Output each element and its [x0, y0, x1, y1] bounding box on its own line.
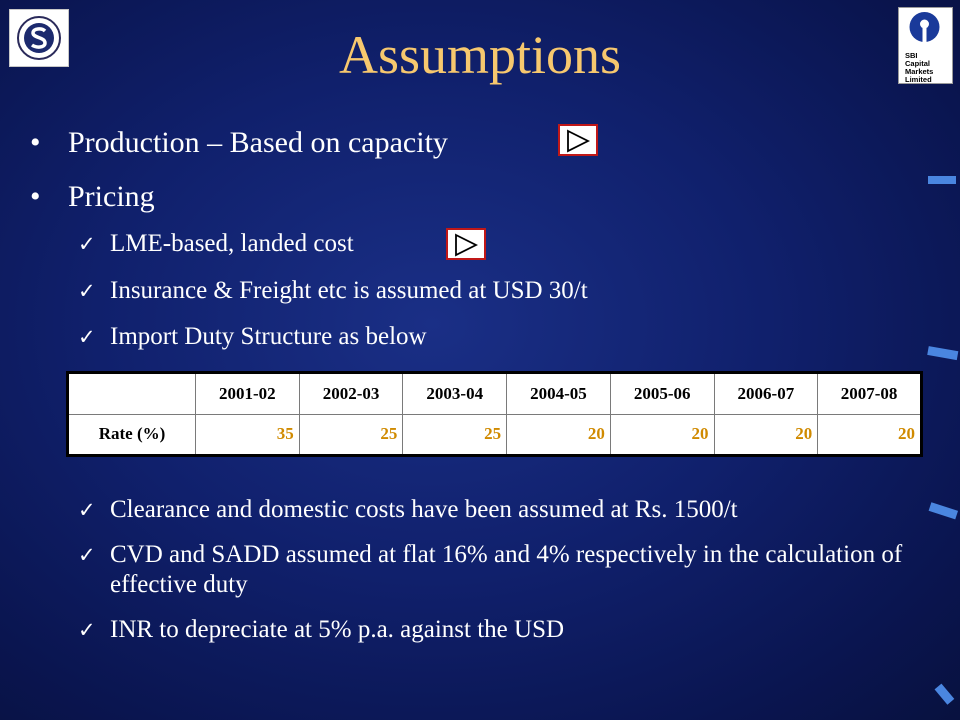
slide-title: Assumptions — [338, 25, 622, 85]
table-rate-cell: 25 — [299, 414, 403, 456]
table-year-header: 2005-06 — [610, 373, 714, 415]
check-item-lme — [78, 229, 438, 259]
check-item-cvd-sadd — [78, 540, 948, 604]
check-icon: ✓ — [78, 325, 96, 349]
table-header-corner — [68, 373, 196, 415]
table-row-label: Rate (%) — [68, 414, 196, 456]
table-rate-cell: 20 — [507, 414, 611, 456]
check-item-inr — [78, 615, 778, 645]
table-rate-cell: 20 — [818, 414, 922, 456]
bullet-production-text: Production – Based on capacity — [68, 126, 448, 159]
table-rate-cell: 20 — [610, 414, 714, 456]
table-year-header: 2001-02 — [196, 373, 300, 415]
check-item-import-duty — [78, 322, 578, 352]
bullet-production — [30, 126, 550, 160]
check-item-lme-text: LME-based, landed cost — [110, 230, 354, 257]
table-rate-cell: 25 — [403, 414, 507, 456]
table-row — [68, 414, 922, 456]
import-duty-table — [66, 371, 923, 457]
decorative-stripe — [935, 684, 955, 705]
bullet-icon: • — [30, 126, 41, 159]
check-icon: ✓ — [78, 618, 96, 642]
check-item-cvd-sadd-text: CVD and SADD assumed at flat 16% and 4% respectively in the calculation of effective duty — [110, 541, 903, 598]
production-link-button[interactable] — [558, 124, 598, 156]
table-year-header: 2004-05 — [507, 373, 611, 415]
check-item-clearance — [78, 495, 938, 525]
table-year-header: 2002-03 — [299, 373, 403, 415]
table-year-header: 2006-07 — [714, 373, 818, 415]
check-icon: ✓ — [78, 232, 96, 256]
check-icon: ✓ — [78, 498, 96, 522]
bullet-pricing-text: Pricing — [68, 180, 155, 213]
decorative-stripe — [927, 346, 958, 360]
table-year-header: 2003-04 — [403, 373, 507, 415]
check-item-import-duty-text: Import Duty Structure as below — [110, 323, 427, 350]
check-icon: ✓ — [78, 543, 96, 567]
bullet-icon: • — [30, 180, 41, 213]
lme-link-button[interactable] — [446, 228, 486, 260]
decorative-stripe — [928, 176, 956, 184]
play-triangle-icon — [454, 233, 478, 257]
check-item-clearance-text: Clearance and domestic costs have been assumed at Rs. 1500/t — [110, 496, 738, 523]
check-item-insurance-text: Insurance & Freight etc is assumed at USD 30/t — [110, 277, 588, 304]
table-rate-cell: 20 — [714, 414, 818, 456]
sbi-caps-logo-text: SBI Capital Markets Limited — [905, 51, 934, 84]
check-item-insurance — [78, 276, 778, 306]
check-icon: ✓ — [78, 279, 96, 303]
bullet-pricing — [30, 180, 330, 214]
check-item-inr-text: INR to depreciate at 5% p.a. against the USD — [110, 616, 565, 643]
play-triangle-icon — [566, 129, 590, 153]
table-year-header: 2007-08 — [818, 373, 922, 415]
table-rate-cell: 35 — [196, 414, 300, 456]
table-header-row — [68, 373, 922, 415]
